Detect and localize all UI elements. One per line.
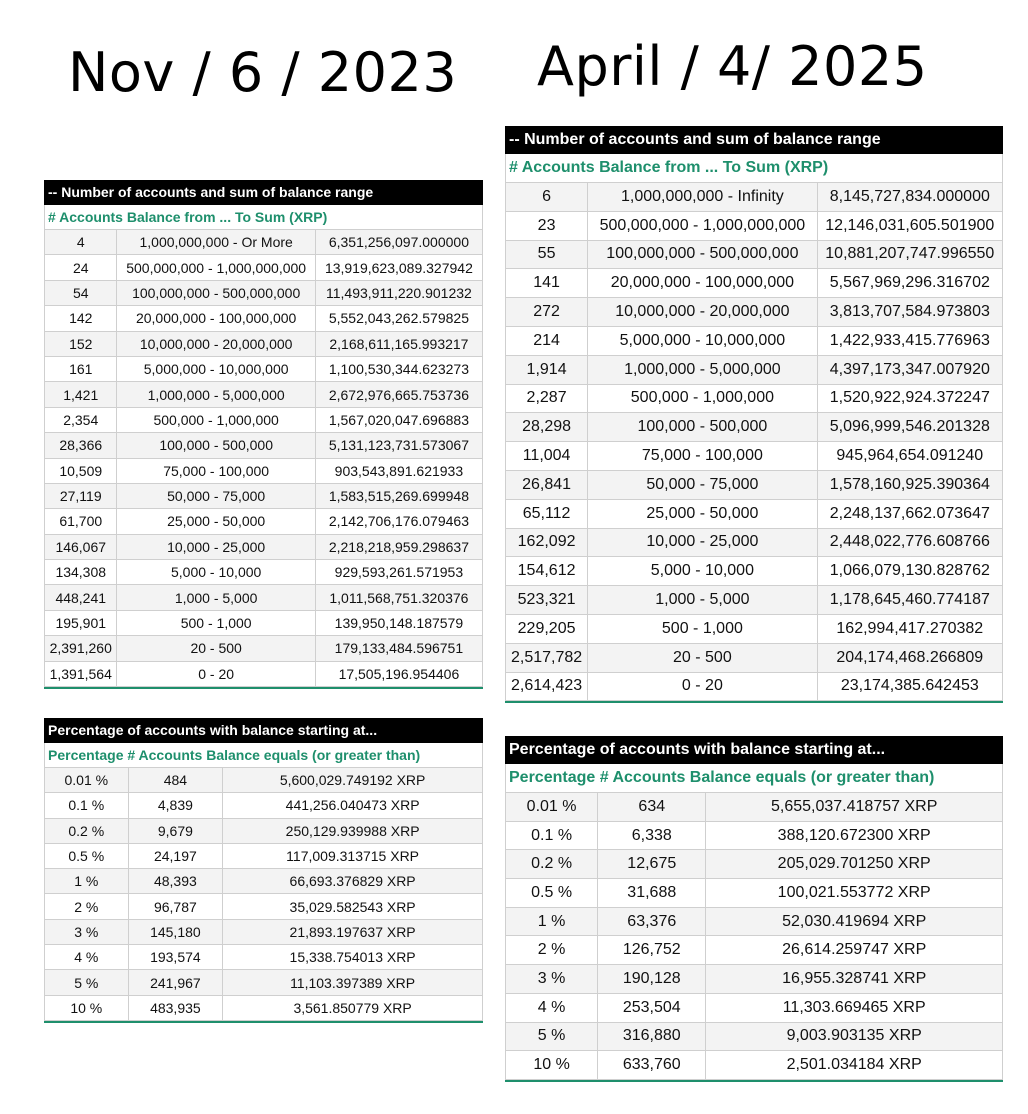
cell-range: 20 - 500 (117, 636, 315, 661)
cell-balance: 388,120.672300 XRP (706, 821, 1003, 850)
cell-range: 10,000,000 - 20,000,000 (117, 331, 315, 356)
table-row (45, 331, 483, 356)
cell-percentage: 0.01 % (506, 793, 598, 822)
cell-sum: 11,493,911,220.901232 (315, 280, 482, 305)
percent-table-title: Percentage of accounts with balance starting at... (505, 736, 1003, 764)
cell-sum: 17,505,196.954406 (315, 661, 482, 686)
cell-sum: 23,174,385.642453 (817, 672, 1002, 701)
cell-sum: 1,100,530,344.623273 (315, 356, 482, 381)
table-row (45, 945, 483, 970)
cell-accounts: 634 (598, 793, 706, 822)
cell-accounts: 154,612 (506, 557, 588, 586)
percent-table-title: Percentage of accounts with balance starting at... (44, 718, 483, 743)
cell-accounts: 48,393 (128, 869, 223, 894)
cell-accounts: 4,839 (128, 793, 223, 818)
cell-percentage: 0.1 % (45, 793, 129, 818)
cell-range: 500,000 - 1,000,000 (117, 407, 315, 432)
table-row (506, 269, 1003, 298)
cell-accounts: 253,504 (598, 993, 706, 1022)
cell-range: 20 - 500 (588, 643, 817, 672)
cell-range: 1,000,000 - 5,000,000 (588, 355, 817, 384)
cell-range: 500,000,000 - 1,000,000,000 (117, 255, 315, 280)
table-row (506, 211, 1003, 240)
cell-accounts: 10,509 (45, 458, 117, 483)
table-row (45, 768, 483, 793)
cell-sum: 1,422,933,415.776963 (817, 326, 1002, 355)
cell-range: 1,000 - 5,000 (117, 585, 315, 610)
cell-accounts: 141 (506, 269, 588, 298)
table-row (45, 306, 483, 331)
table-row (45, 585, 483, 610)
table-row (45, 995, 483, 1020)
cell-range: 500 - 1,000 (588, 614, 817, 643)
table-row (506, 298, 1003, 327)
cell-accounts: 6 (506, 183, 588, 212)
cell-accounts: 24 (45, 255, 117, 280)
cell-balance: 11,103.397389 XRP (223, 970, 483, 995)
table-row (45, 407, 483, 432)
cell-sum: 1,583,515,269.699948 (315, 483, 482, 508)
percent-table-subtitle: Percentage # Accounts Balance equals (or greater than) (44, 743, 483, 767)
cell-accounts: 448,241 (45, 585, 117, 610)
cell-accounts: 9,679 (128, 818, 223, 843)
cell-percentage: 5 % (506, 1022, 598, 1051)
cell-percentage: 10 % (506, 1051, 598, 1080)
cell-accounts: 142 (45, 306, 117, 331)
table-row (45, 255, 483, 280)
cell-accounts: 229,205 (506, 614, 588, 643)
cell-balance: 441,256.040473 XRP (223, 793, 483, 818)
table-row (45, 818, 483, 843)
table-row (506, 240, 1003, 269)
table-row (45, 382, 483, 407)
cell-sum: 2,248,137,662.073647 (817, 499, 1002, 528)
cell-accounts: 31,688 (598, 879, 706, 908)
date-title-2025: April / 4/ 2025 (537, 35, 928, 98)
cell-balance: 250,129.939988 XRP (223, 818, 483, 843)
cell-percentage: 1 % (45, 869, 129, 894)
cell-accounts: 272 (506, 298, 588, 327)
cell-accounts: 28,366 (45, 433, 117, 458)
table-row (45, 230, 483, 255)
cell-range: 50,000 - 75,000 (588, 470, 817, 499)
cell-accounts: 1,391,564 (45, 661, 117, 686)
percent-table-2025 (505, 736, 1003, 1082)
cell-accounts: 27,119 (45, 483, 117, 508)
cell-accounts: 126,752 (598, 936, 706, 965)
table-row (506, 879, 1003, 908)
cell-balance: 5,655,037.418757 XRP (706, 793, 1003, 822)
table-row (45, 869, 483, 894)
cell-sum: 13,919,623,089.327942 (315, 255, 482, 280)
cell-range: 1,000,000 - 5,000,000 (117, 382, 315, 407)
cell-accounts: 6,338 (598, 821, 706, 850)
cell-sum: 903,543,891.621933 (315, 458, 482, 483)
cell-accounts: 2,287 (506, 384, 588, 413)
table-row (506, 183, 1003, 212)
table-row (45, 636, 483, 661)
ranges-table-subtitle: # Accounts Balance from ... To Sum (XRP) (505, 154, 1003, 182)
cell-range: 20,000,000 - 100,000,000 (588, 269, 817, 298)
cell-percentage: 1 % (506, 907, 598, 936)
cell-sum: 1,520,922,924.372247 (817, 384, 1002, 413)
cell-accounts: 241,967 (128, 970, 223, 995)
cell-percentage: 0.2 % (506, 850, 598, 879)
ranges-table-2025 (505, 126, 1003, 703)
cell-range: 100,000,000 - 500,000,000 (588, 240, 817, 269)
cell-balance: 9,003.903135 XRP (706, 1022, 1003, 1051)
cell-sum: 204,174,468.266809 (817, 643, 1002, 672)
cell-sum: 8,145,727,834.000000 (817, 183, 1002, 212)
cell-range: 5,000,000 - 10,000,000 (117, 356, 315, 381)
table-row (506, 1022, 1003, 1051)
cell-sum: 929,593,261.571953 (315, 560, 482, 585)
cell-sum: 10,881,207,747.996550 (817, 240, 1002, 269)
cell-sum: 3,813,707,584.973803 (817, 298, 1002, 327)
table-row (506, 355, 1003, 384)
table-row (45, 356, 483, 381)
cell-accounts: 523,321 (506, 586, 588, 615)
cell-range: 1,000,000,000 - Or More (117, 230, 315, 255)
cell-accounts: 193,574 (128, 945, 223, 970)
cell-accounts: 134,308 (45, 560, 117, 585)
table-row (506, 993, 1003, 1022)
cell-sum: 5,096,999,546.201328 (817, 413, 1002, 442)
cell-range: 500,000,000 - 1,000,000,000 (588, 211, 817, 240)
cell-accounts: 28,298 (506, 413, 588, 442)
table-row (506, 936, 1003, 965)
table-row (45, 560, 483, 585)
cell-sum: 945,964,654.091240 (817, 442, 1002, 471)
table-row (506, 557, 1003, 586)
cell-accounts: 65,112 (506, 499, 588, 528)
cell-range: 0 - 20 (588, 672, 817, 701)
cell-accounts: 4 (45, 230, 117, 255)
table-row (506, 499, 1003, 528)
cell-accounts: 484 (128, 768, 223, 793)
ranges-table-title: -- Number of accounts and sum of balance range (44, 180, 483, 205)
cell-accounts: 146,067 (45, 534, 117, 559)
table-row (506, 470, 1003, 499)
cell-sum: 2,168,611,165.993217 (315, 331, 482, 356)
table-row (506, 442, 1003, 471)
cell-balance: 117,009.313715 XRP (223, 843, 483, 868)
cell-sum: 1,066,079,130.828762 (817, 557, 1002, 586)
table-row (45, 280, 483, 305)
cell-sum: 2,672,976,665.753736 (315, 382, 482, 407)
cell-balance: 11,303.669465 XRP (706, 993, 1003, 1022)
table-row (506, 821, 1003, 850)
cell-sum: 139,950,148.187579 (315, 610, 482, 635)
table-row (506, 850, 1003, 879)
table-row (45, 534, 483, 559)
cell-percentage: 10 % (45, 995, 129, 1020)
table-row (506, 384, 1003, 413)
cell-accounts: 190,128 (598, 965, 706, 994)
cell-percentage: 5 % (45, 970, 129, 995)
cell-percentage: 0.5 % (45, 843, 129, 868)
cell-accounts: 63,376 (598, 907, 706, 936)
cell-percentage: 0.01 % (45, 768, 129, 793)
table-row (506, 672, 1003, 701)
cell-range: 5,000,000 - 10,000,000 (588, 326, 817, 355)
percent-table-subtitle: Percentage # Accounts Balance equals (or greater than) (505, 764, 1003, 792)
percent-table-2023 (44, 718, 483, 1023)
cell-range: 10,000,000 - 20,000,000 (588, 298, 817, 327)
cell-sum: 2,218,218,959.298637 (315, 534, 482, 559)
cell-sum: 1,567,020,047.696883 (315, 407, 482, 432)
cell-balance: 66,693.376829 XRP (223, 869, 483, 894)
cell-balance: 205,029.701250 XRP (706, 850, 1003, 879)
cell-percentage: 2 % (506, 936, 598, 965)
cell-sum: 2,448,022,776.608766 (817, 528, 1002, 557)
cell-accounts: 2,391,260 (45, 636, 117, 661)
cell-sum: 12,146,031,605.501900 (817, 211, 1002, 240)
table-row (506, 326, 1003, 355)
ranges-table-subtitle: # Accounts Balance from ... To Sum (XRP) (44, 205, 483, 229)
cell-sum: 4,397,173,347.007920 (817, 355, 1002, 384)
cell-range: 20,000,000 - 100,000,000 (117, 306, 315, 331)
table-row (45, 843, 483, 868)
cell-percentage: 0.5 % (506, 879, 598, 908)
cell-balance: 15,338.754013 XRP (223, 945, 483, 970)
cell-percentage: 4 % (506, 993, 598, 1022)
cell-accounts: 162,092 (506, 528, 588, 557)
cell-balance: 35,029.582543 XRP (223, 894, 483, 919)
table-row (506, 586, 1003, 615)
table-row (506, 965, 1003, 994)
table-row (506, 528, 1003, 557)
cell-range: 10,000 - 25,000 (117, 534, 315, 559)
cell-accounts: 55 (506, 240, 588, 269)
cell-balance: 16,955.328741 XRP (706, 965, 1003, 994)
cell-sum: 5,131,123,731.573067 (315, 433, 482, 458)
cell-sum: 1,578,160,925.390364 (817, 470, 1002, 499)
cell-percentage: 2 % (45, 894, 129, 919)
cell-range: 500,000 - 1,000,000 (588, 384, 817, 413)
cell-range: 100,000,000 - 500,000,000 (117, 280, 315, 305)
ranges-table-2023 (44, 180, 483, 689)
cell-accounts: 145,180 (128, 919, 223, 944)
ranges-table-title: -- Number of accounts and sum of balance range (505, 126, 1003, 154)
cell-range: 1,000,000,000 - Infinity (588, 183, 817, 212)
cell-sum: 6,351,256,097.000000 (315, 230, 482, 255)
cell-range: 25,000 - 50,000 (588, 499, 817, 528)
cell-accounts: 96,787 (128, 894, 223, 919)
table-row (45, 919, 483, 944)
cell-percentage: 4 % (45, 945, 129, 970)
cell-percentage: 0.2 % (45, 818, 129, 843)
table-row (45, 509, 483, 534)
table-row (45, 661, 483, 686)
cell-range: 100,000 - 500,000 (117, 433, 315, 458)
cell-accounts: 483,935 (128, 995, 223, 1020)
cell-accounts: 214 (506, 326, 588, 355)
table-row (45, 793, 483, 818)
table-row (506, 1051, 1003, 1080)
cell-accounts: 2,354 (45, 407, 117, 432)
cell-accounts: 61,700 (45, 509, 117, 534)
table-row (506, 643, 1003, 672)
cell-percentage: 0.1 % (506, 821, 598, 850)
cell-accounts: 633,760 (598, 1051, 706, 1080)
cell-balance: 52,030.419694 XRP (706, 907, 1003, 936)
cell-balance: 5,600,029.749192 XRP (223, 768, 483, 793)
cell-percentage: 3 % (45, 919, 129, 944)
table-row (45, 610, 483, 635)
table-row (506, 793, 1003, 822)
cell-accounts: 11,004 (506, 442, 588, 471)
cell-accounts: 1,914 (506, 355, 588, 384)
cell-accounts: 12,675 (598, 850, 706, 879)
cell-range: 1,000 - 5,000 (588, 586, 817, 615)
cell-range: 50,000 - 75,000 (117, 483, 315, 508)
cell-range: 75,000 - 100,000 (588, 442, 817, 471)
cell-balance: 21,893.197637 XRP (223, 919, 483, 944)
cell-sum: 1,178,645,460.774187 (817, 586, 1002, 615)
cell-accounts: 195,901 (45, 610, 117, 635)
cell-accounts: 54 (45, 280, 117, 305)
cell-sum: 2,142,706,176.079463 (315, 509, 482, 534)
table-row (45, 433, 483, 458)
cell-sum: 179,133,484.596751 (315, 636, 482, 661)
cell-balance: 26,614.259747 XRP (706, 936, 1003, 965)
cell-balance: 100,021.553772 XRP (706, 879, 1003, 908)
table-row (45, 483, 483, 508)
cell-sum: 162,994,417.270382 (817, 614, 1002, 643)
cell-percentage: 3 % (506, 965, 598, 994)
cell-accounts: 152 (45, 331, 117, 356)
cell-accounts: 26,841 (506, 470, 588, 499)
date-title-2023: Nov / 6 / 2023 (68, 41, 458, 104)
table-row (506, 614, 1003, 643)
cell-accounts: 23 (506, 211, 588, 240)
cell-range: 100,000 - 500,000 (588, 413, 817, 442)
cell-range: 75,000 - 100,000 (117, 458, 315, 483)
cell-range: 25,000 - 50,000 (117, 509, 315, 534)
cell-sum: 5,567,969,296.316702 (817, 269, 1002, 298)
table-row (506, 907, 1003, 936)
cell-accounts: 2,517,782 (506, 643, 588, 672)
cell-range: 5,000 - 10,000 (588, 557, 817, 586)
cell-accounts: 316,880 (598, 1022, 706, 1051)
cell-balance: 2,501.034184 XRP (706, 1051, 1003, 1080)
cell-accounts: 2,614,423 (506, 672, 588, 701)
cell-range: 10,000 - 25,000 (588, 528, 817, 557)
table-row (45, 970, 483, 995)
cell-sum: 5,552,043,262.579825 (315, 306, 482, 331)
cell-range: 5,000 - 10,000 (117, 560, 315, 585)
cell-accounts: 1,421 (45, 382, 117, 407)
cell-accounts: 161 (45, 356, 117, 381)
table-row (506, 413, 1003, 442)
cell-accounts: 24,197 (128, 843, 223, 868)
table-row (45, 894, 483, 919)
table-row (45, 458, 483, 483)
cell-balance: 3,561.850779 XRP (223, 995, 483, 1020)
cell-range: 500 - 1,000 (117, 610, 315, 635)
cell-range: 0 - 20 (117, 661, 315, 686)
cell-sum: 1,011,568,751.320376 (315, 585, 482, 610)
